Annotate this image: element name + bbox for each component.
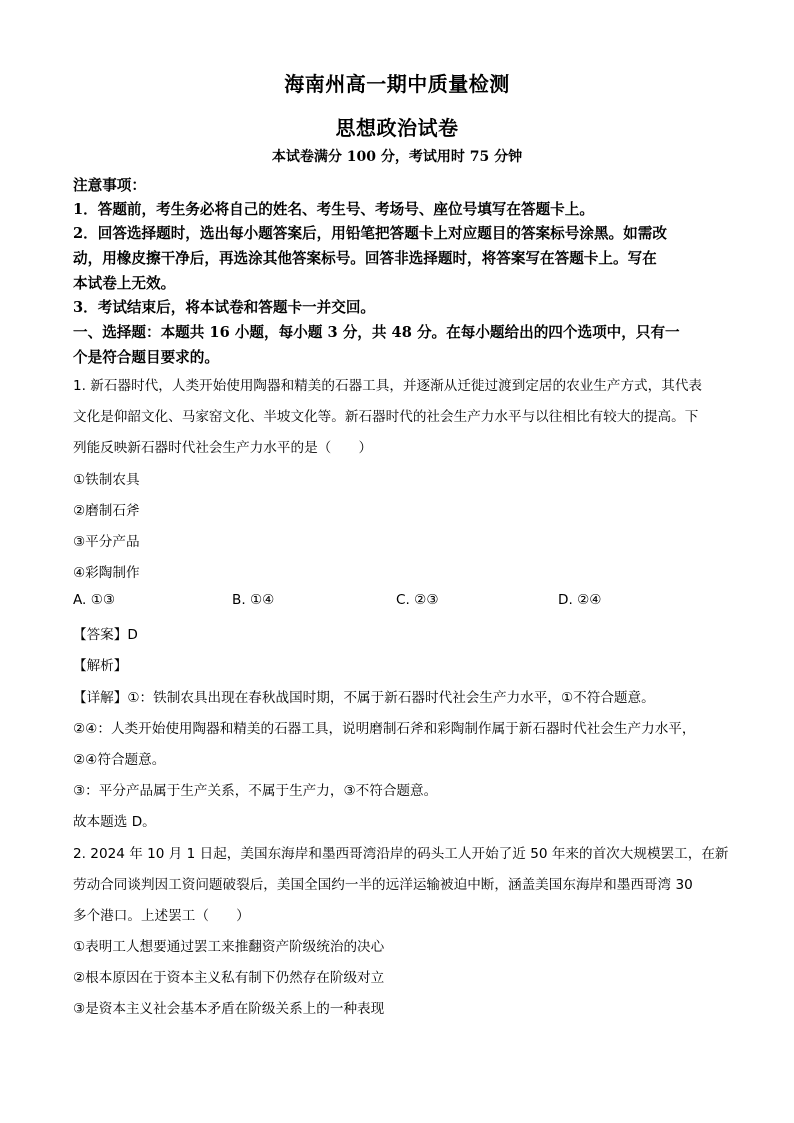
q1-detail-line-2: ②④：人类开始使用陶器和精美的石器工具，说明磨制石斧和彩陶制作属于新石器时代社会生产力水平， [73, 721, 696, 737]
q1-choice-c: C. ②③ [396, 592, 439, 608]
answer-tag: 【答案】 [73, 627, 128, 643]
q1-analysis-tag: 【解析】 [73, 658, 128, 674]
detail-text: ①：铁制农具出现在春秋战国时期，不属于新石器时代社会生产力水平，①不符合题意。 [127, 690, 655, 706]
section-heading-line-1: 一、选择题：本题共 16 小题，每小题 3 分，共 48 分。在每小题给出的四个选项中，只有一 [73, 324, 680, 341]
notice-item-2-line-1: 2．回答选择题时，选出每小题答案后，用铅笔把答题卡上对应题目的答案标号涂黑。如需改 [73, 225, 667, 242]
q2-stem-line-1: 2. 2024 年 10 月 1 日起，美国东海岸和墨西哥湾沿岸的码头工人开始了近 50 年来的首次大规模罢工，在新 [73, 846, 729, 862]
q1-choice-d: D. ②④ [558, 592, 602, 608]
q2-stem-line-2: 劳动合同谈判因工资问题破裂后，美国全国约一半的远洋运输被迫中断，涵盖美国东海岸和墨西哥湾 30 [73, 877, 693, 893]
q1-option-3: ③平分产品 [73, 534, 140, 550]
q2-stem-line-3: 多个港口。上述罢工（ ） [73, 908, 250, 924]
notice-item-2-line-3: 本试卷上无效。 [73, 275, 176, 292]
q1-stem-line-2: 文化是仰韶文化、马家窑文化、半坡文化等。新石器时代的社会生产力水平与以往相比有较大的提高。下 [73, 409, 699, 425]
q1-option-1: ①铁制农具 [73, 472, 140, 488]
q1-conclusion: 故本题选 D。 [73, 814, 156, 830]
section-heading-line-2: 个是符合题目要求的。 [73, 349, 219, 366]
q1-detail-line-3: ②④符合题意。 [73, 752, 166, 768]
q1-option-2: ②磨制石斧 [73, 503, 140, 519]
q2-option-2: ②根本原因在于资本主义私有制下仍然存在阶级对立 [73, 970, 385, 986]
q1-detail-line-4: ③：平分产品属于生产关系，不属于生产力，③不符合题意。 [73, 783, 438, 799]
answer-value: D [127, 627, 138, 643]
notice-item-2-line-2: 动，用橡皮擦干净后，再选涂其他答案标号。回答非选择题时，将答案写在答题卡上。写在 [73, 250, 657, 267]
q1-option-4: ④彩陶制作 [73, 565, 140, 581]
q2-option-3: ③是资本主义社会基本矛盾在阶级关系上的一种表现 [73, 1001, 385, 1017]
q1-choice-b: B. ①④ [232, 592, 275, 608]
notice-item-3: 3．考试结束后，将本试卷和答题卡一并交回。 [73, 299, 376, 316]
detail-tag: 【详解】 [73, 690, 128, 706]
q1-answer [73, 623, 723, 643]
q2-option-1: ①表明工人想要通过罢工来推翻资产阶级统治的决心 [73, 939, 385, 955]
q1-detail-line-1 [73, 686, 723, 706]
subject-title: 思想政治试卷 [335, 116, 459, 140]
exam-info: 本试卷满分 100 分，考试用时 75 分钟 [271, 149, 523, 165]
q1-stem-line-3: 列能反映新石器时代社会生产力水平的是（ ） [73, 440, 373, 456]
q1-choices [73, 592, 723, 612]
notice-item-1: 1．答题前，考生务必将自己的姓名、考生号、考场号、座位号填写在答题卡上。 [73, 201, 594, 218]
notice-heading: 注意事项： [73, 177, 146, 194]
q1-stem-line-1: 1. 新石器时代，人类开始使用陶器和精美的石器工具，并逐渐从迁徙过渡到定居的农业生产方式，其代表 [73, 378, 703, 394]
exam-title: 海南州高一期中质量检测 [284, 72, 510, 96]
q1-choice-a: A. ①③ [73, 592, 116, 608]
